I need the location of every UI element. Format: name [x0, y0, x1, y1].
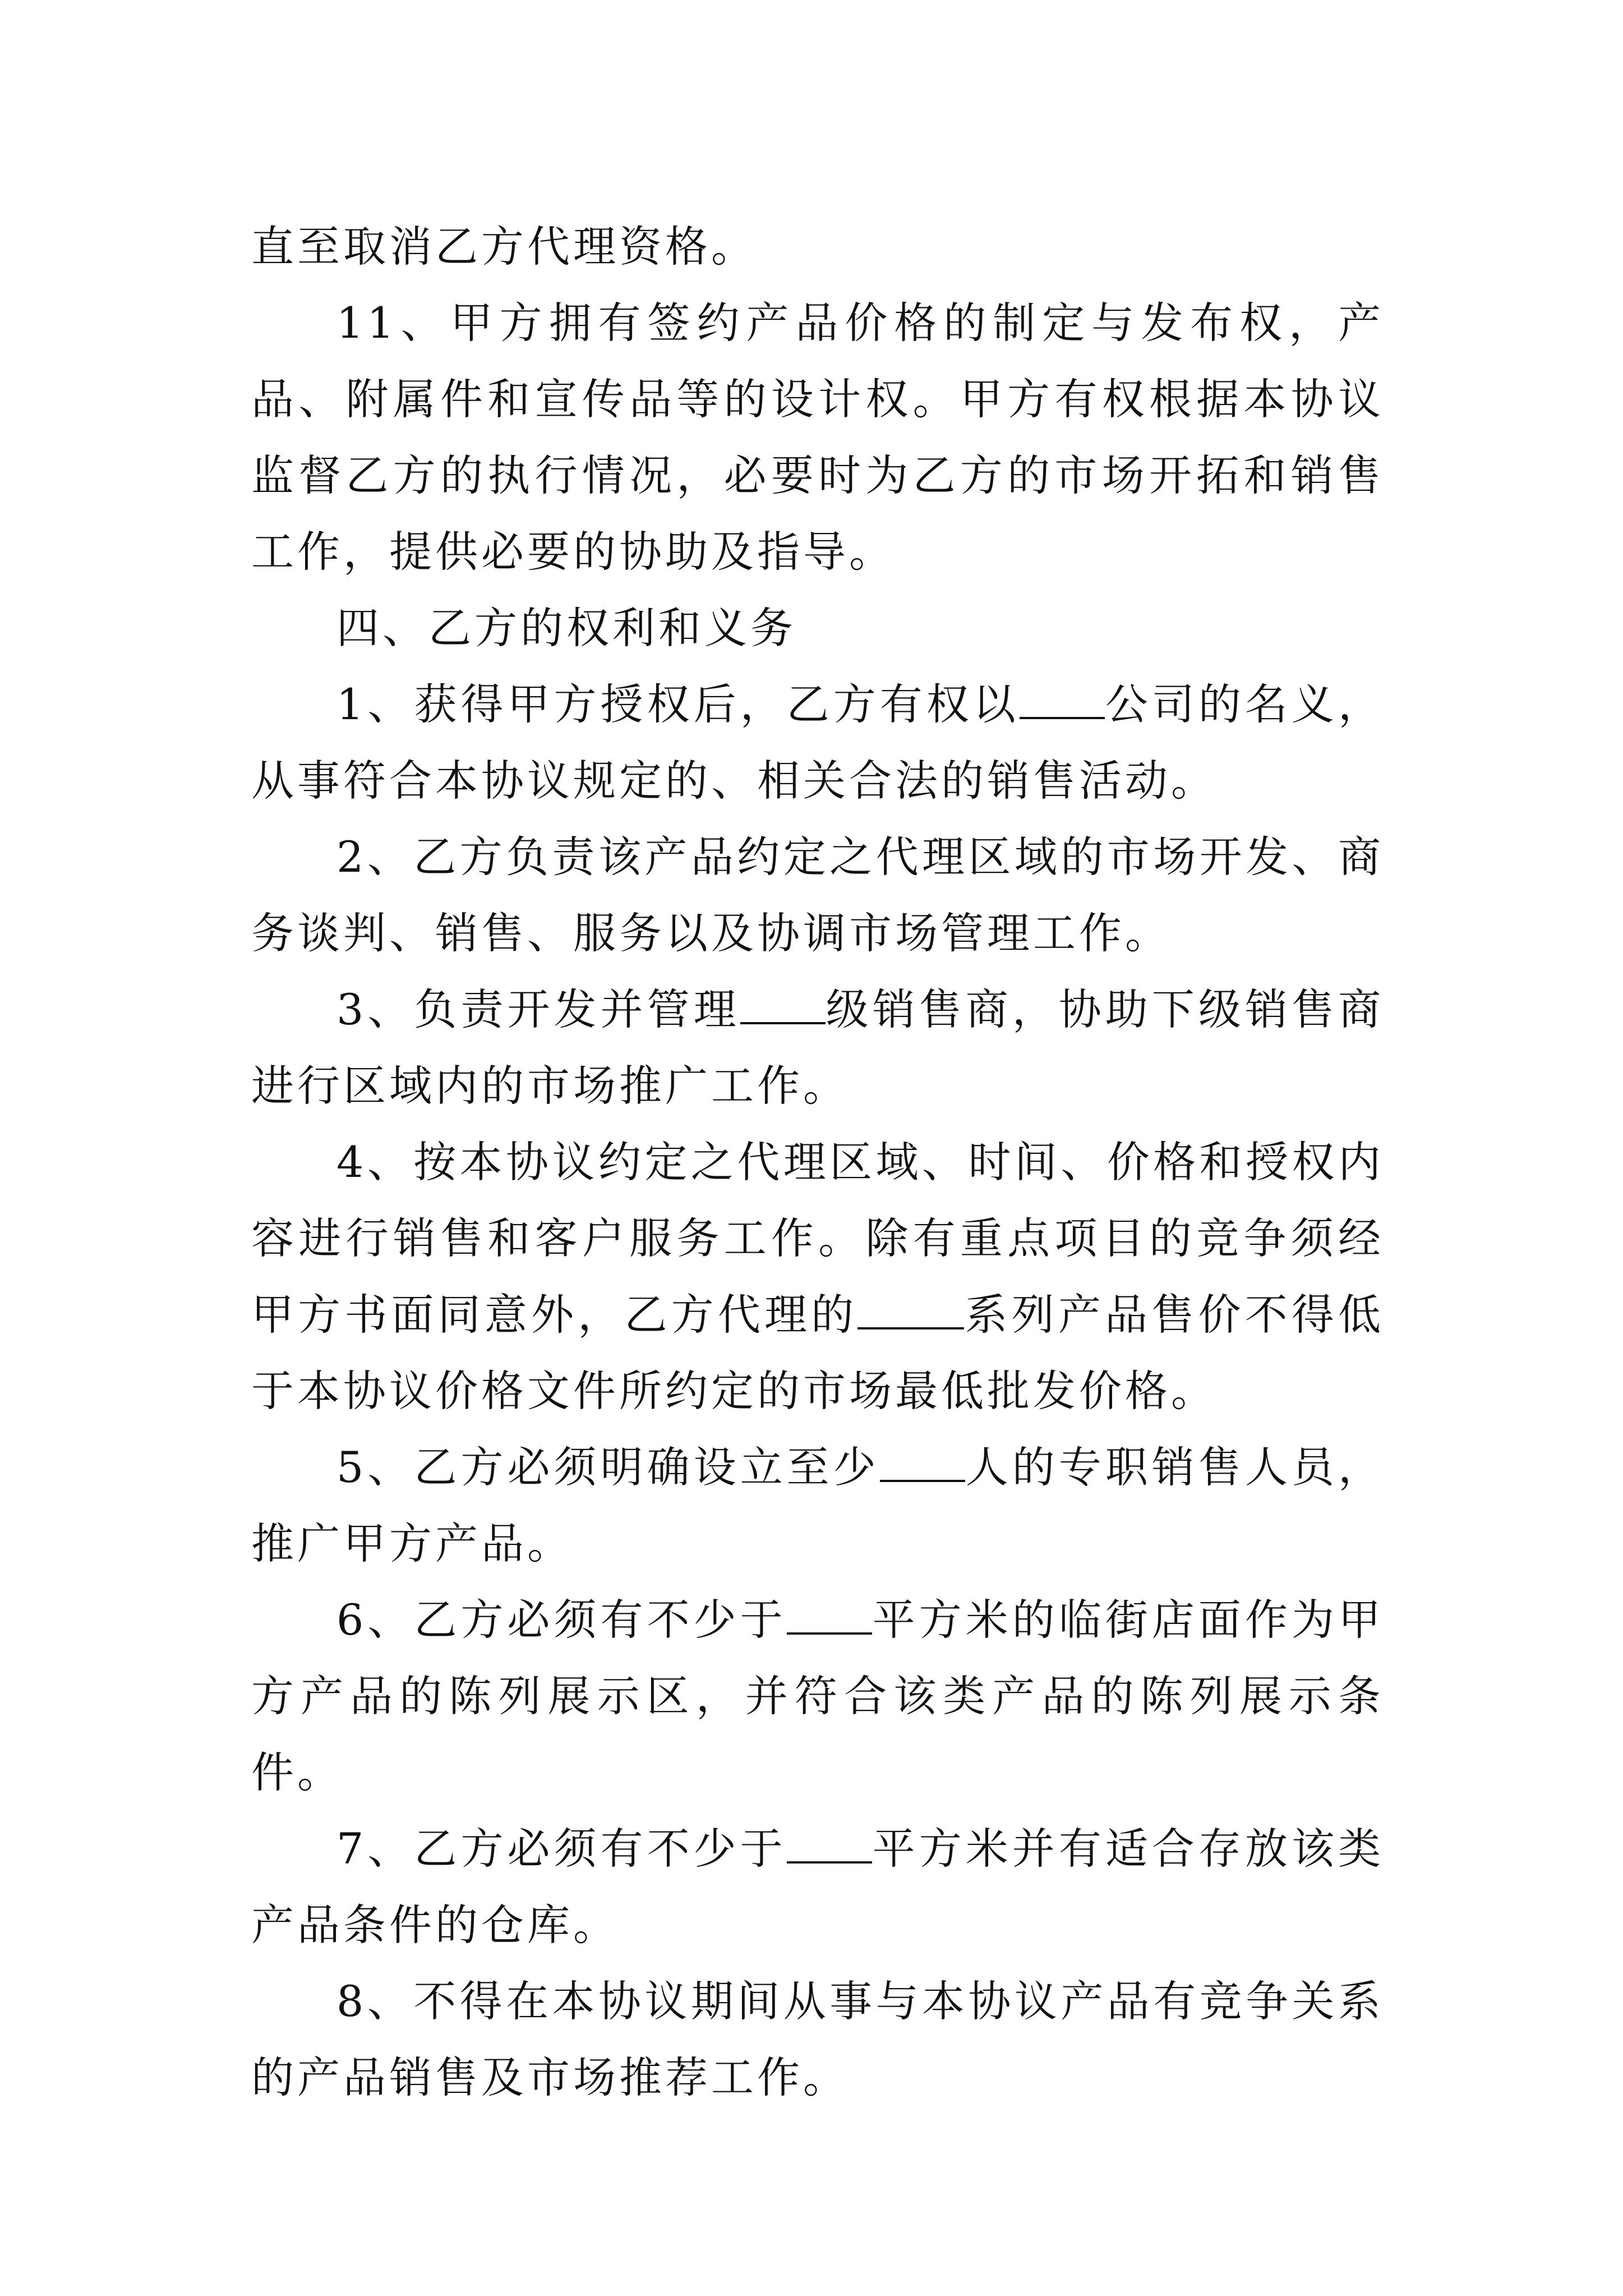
- paragraph-text: 4、按本协议约定之代理区域、时间、价格和授权内容进行销售和客户服务工作。除有重点项目的竞争须经甲方书面同意外，乙方代理的: [251, 1137, 1384, 1340]
- document-page: [251, 209, 1384, 2116]
- paragraph-text: 平方米的临街店面作为甲方产品的陈列展示区，并符合该类产品的陈列展示条件。: [251, 1595, 1385, 1797]
- paragraph-text: 四、乙方的权利和义务: [336, 603, 796, 653]
- paragraph-text: 8、不得在本协议期间从事与本协议产品有竞争关系的产品销售及市场推荐工作。: [251, 1976, 1384, 2102]
- paragraph-text: 平方米并有适合存放该类产品条件的仓库。: [251, 1824, 1385, 1950]
- paragraph-text: 11、甲方拥有签约产品价格的制定与发布权，产品、附属件和宣传品等的设计权。甲方有权根据本协议监督乙方的执行情况，必要时为乙方的市场开拓和销售工作，提供必要的协助及指导。: [251, 298, 1384, 577]
- paragraph-text: 1、获得甲方授权后，乙方有权以: [336, 679, 1020, 729]
- paragraph-text: 直至取消乙方代理资格。: [251, 222, 757, 272]
- paragraph-text: 6、乙方必须有不少于: [336, 1595, 787, 1645]
- paragraph: [251, 819, 1384, 972]
- paragraph-text: 2、乙方负责该产品约定之代理区域的市场开发、商务谈判、销售、服务以及协调市场管理工作。: [251, 832, 1384, 958]
- paragraph-text: 7、乙方必须有不少于: [336, 1824, 787, 1874]
- section-heading: [251, 590, 1384, 666]
- paragraph-text: 公司的名义，从事符合本协议规定的、相关合法的销售活动。: [251, 679, 1384, 806]
- paragraph: [251, 1963, 1384, 2116]
- paragraph: [251, 209, 1384, 285]
- fill-in-blank: [857, 1294, 964, 1329]
- paragraph: [251, 666, 1384, 819]
- fill-in-blank: [740, 988, 826, 1024]
- paragraph-text: 系列产品售价不得低于本协议价格文件所约定的市场最低批发价格。: [251, 1290, 1385, 1416]
- paragraph: [251, 1429, 1384, 1582]
- paragraph-text: 级销售商，协助下级销售商进行区域内的市场推广工作。: [251, 984, 1385, 1111]
- paragraph: [251, 1124, 1384, 1429]
- paragraph: [251, 972, 1384, 1124]
- fill-in-blank: [787, 1828, 872, 1864]
- paragraph: [251, 1582, 1384, 1811]
- fill-in-blank: [880, 1446, 965, 1482]
- fill-in-blank: [1020, 683, 1105, 719]
- fill-in-blank: [787, 1599, 872, 1635]
- paragraph: [251, 285, 1384, 590]
- paragraph-text: 人的专职销售人员，推广甲方产品。: [251, 1442, 1385, 1568]
- paragraph: [251, 1811, 1384, 1963]
- paragraph-text: 5、乙方必须明确设立至少: [336, 1442, 880, 1492]
- paragraph-text: 3、负责开发并管理: [336, 984, 740, 1034]
